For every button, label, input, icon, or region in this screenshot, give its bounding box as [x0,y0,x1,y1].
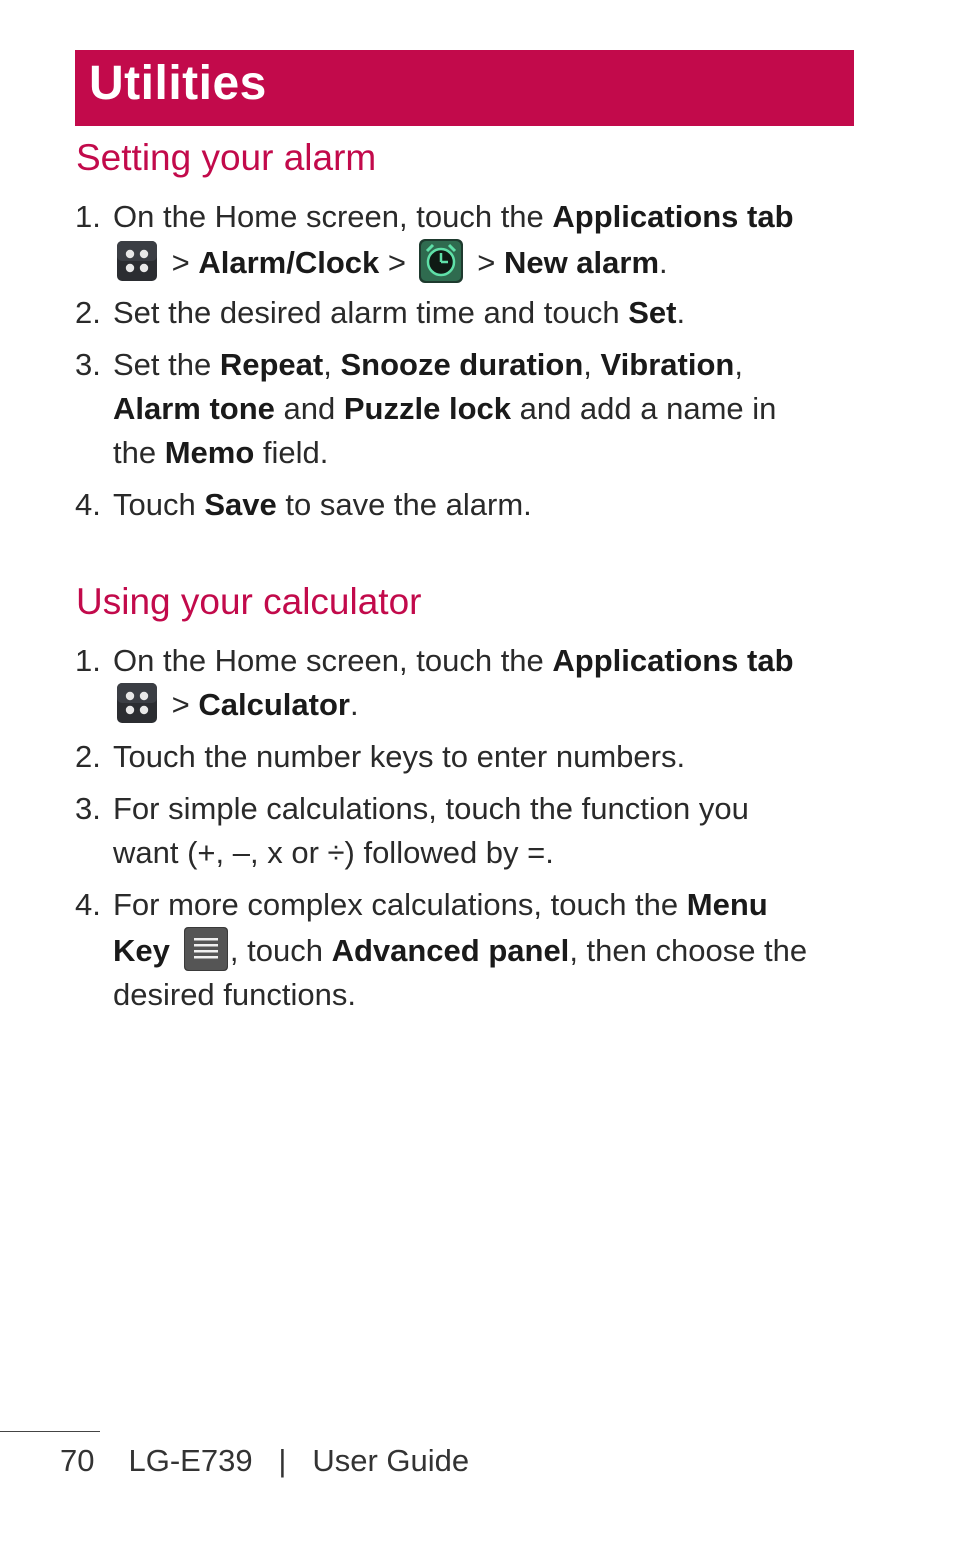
page-footer [60,1443,469,1479]
applications-tab-label: Applications tab [552,199,794,234]
section-heading-setting-alarm: Setting your alarm [76,137,377,178]
calculator-step-2: 2. Touch the number keys to enter numbers. [75,735,865,779]
alarm-tone-label: Alarm tone [113,391,275,426]
calculator-step-4: 4. For more complex calculations, touch the Menu Key , touch Advanced panel, then choose the desired functions. [75,883,865,1017]
step-number: 2. [75,739,101,774]
model-name: LG-E739 [128,1443,253,1478]
footer-rule [0,1431,100,1432]
snooze-duration-label: Snooze duration [340,347,584,382]
step-number: 1. [75,643,101,678]
page-number: 70 [60,1443,95,1478]
page-title-bar [75,50,854,126]
memo-label: Memo [164,435,255,470]
advanced-panel-label: Advanced panel [331,933,570,968]
footer-separator: | [278,1443,287,1478]
calculator-step-1: 1. On the Home screen, touch the Applications tab > Calculator. [75,639,865,727]
alarm-step-3: 3. Set the Repeat, Snooze duration, Vibration, Alarm tone and Puzzle lock and add a name in the Memo field. [75,343,865,475]
menu-key-icon [184,927,228,971]
save-label: Save [204,487,277,522]
calculator-label: Calculator [198,687,350,722]
new-alarm-label: New alarm [503,245,660,280]
key-label: Key [113,933,170,968]
vibration-label: Vibration [600,347,735,382]
section-heading-using-calculator: Using your calculator [76,581,422,622]
calculator-step-3: 3. For simple calculations, touch the function you want (+, –, x or ÷) followed by =. [75,787,865,875]
puzzle-lock-label: Puzzle lock [343,391,511,426]
step-number: 3. [75,791,101,826]
alarm-step-4: 4. Touch Save to save the alarm. [75,483,865,527]
applications-grid-icon [117,683,157,723]
step-number: 4. [75,887,101,922]
guide-title: User Guide [312,1443,470,1478]
step-number: 1. [75,199,101,234]
alarm-clock-icon [419,239,463,283]
step-number: 4. [75,487,101,522]
menu-label: Menu [686,887,768,922]
step-number: 3. [75,347,101,382]
repeat-label: Repeat [219,347,324,382]
alarm-clock-label: Alarm/Clock [198,245,380,280]
applications-tab-label: Applications tab [552,643,794,678]
alarm-step-1: 1. On the Home screen, touch the Applications tab > Alarm/Clock > > New alarm. [75,195,865,285]
step-number: 2. [75,295,101,330]
alarm-step-2: 2. Set the desired alarm time and touch Set. [75,291,865,335]
page-title: Utilities [89,57,267,110]
applications-grid-icon [117,241,157,281]
set-label: Set [628,295,677,330]
